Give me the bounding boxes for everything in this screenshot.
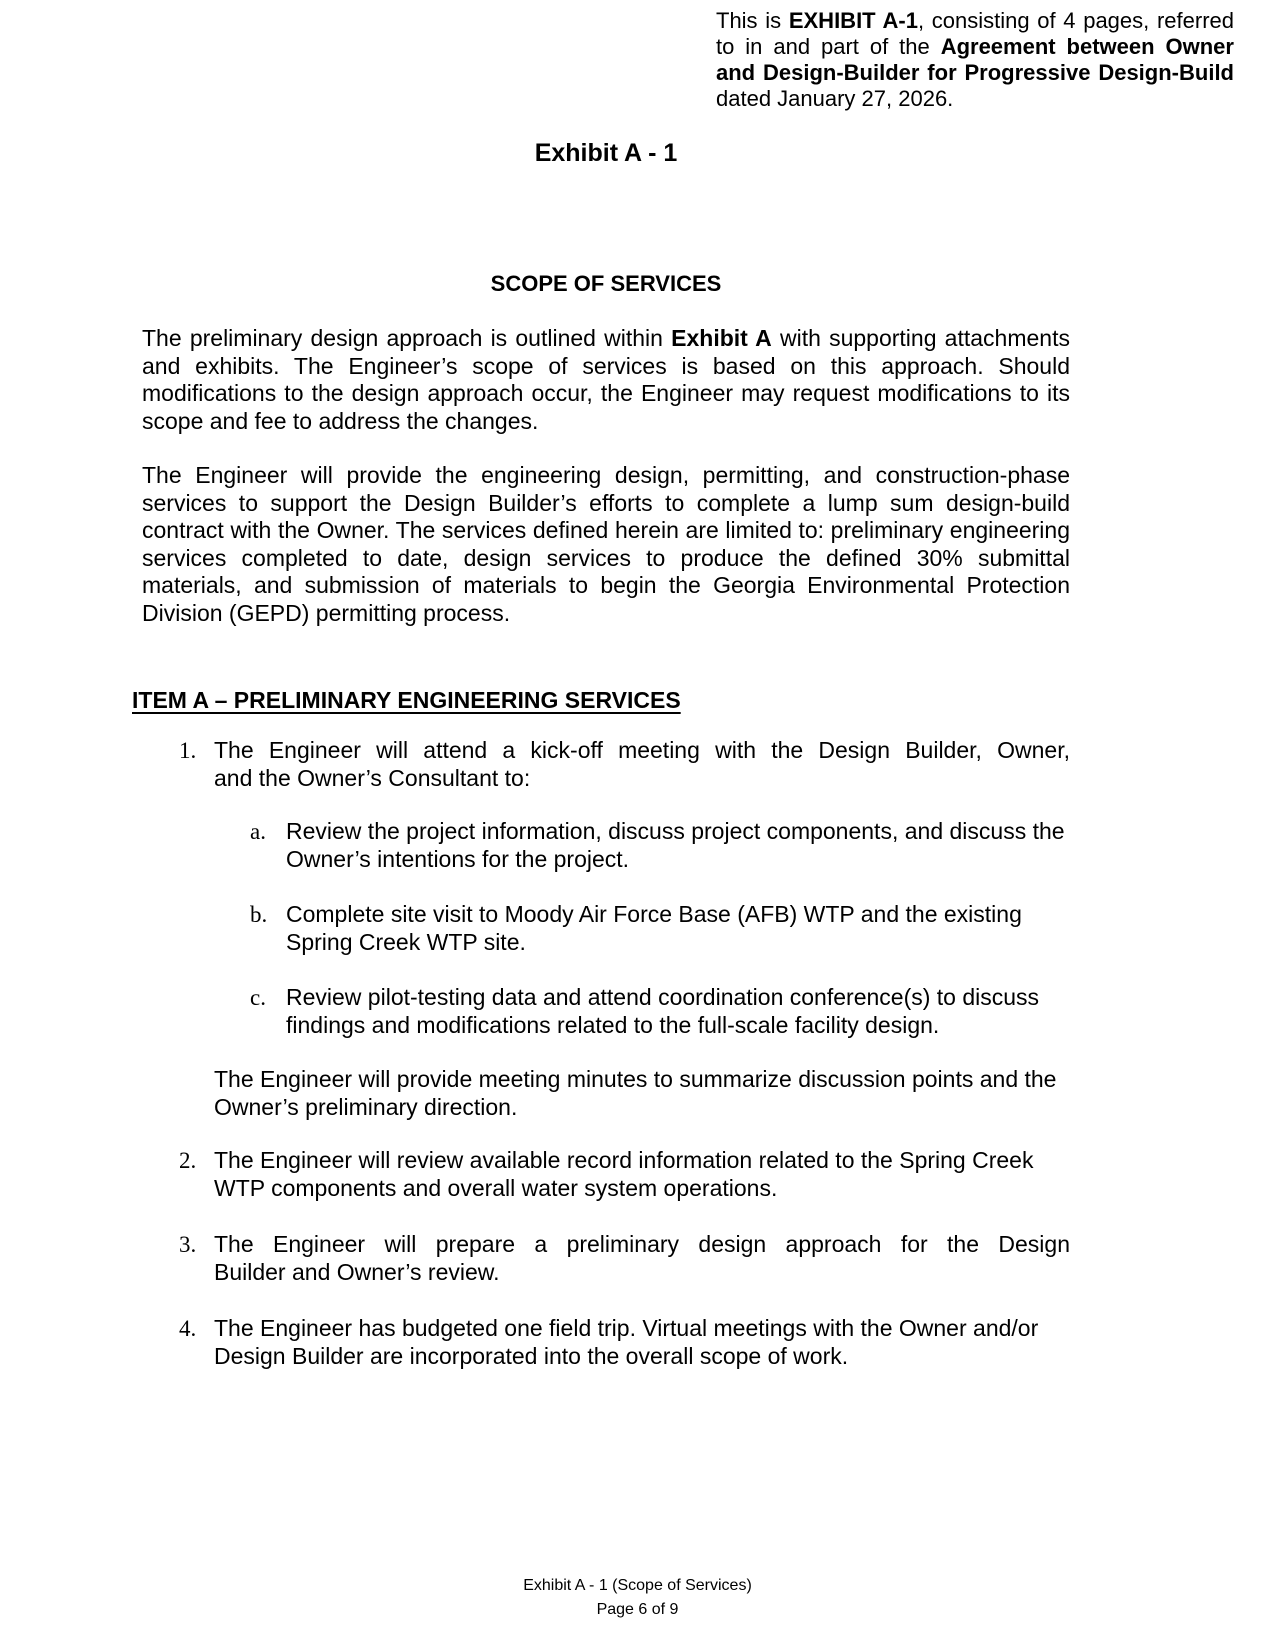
list-item-line: Builder and Owner’s review. [214,1258,500,1285]
list-item-number: 1. [179,738,197,763]
meeting-minutes-note: The Engineer will provide meeting minutes to summarize discussion points and the Owner’s preliminary direction. [214,1066,1057,1120]
list-item-1 [142,737,1070,792]
list-item-line: and the Owner’s Consultant to: [214,764,531,791]
notice-date-text: dated January 27, 2026. [716,86,954,111]
sub-item-c [142,984,1070,1039]
notice-exhibit-ref: EXHIBIT A-1 [788,8,918,33]
footer-page-number: Page 6 of 9 [596,1600,679,1618]
list-item-2 [142,1147,1070,1202]
page-footer [0,1574,1275,1621]
scope-of-services-heading: SCOPE OF SERVICES [490,271,722,296]
intro-paragraph-2: The Engineer will provide the engineering design, permitting, and construction-phase services to support the Design Builder’s efforts to complete a lump sum design-build contract with the Owner. The services defined herein are limited to: preliminary engineering services completed to date, design services to produce the defined 30% submittal materials, and submission of materials to begin the Georgia Environmental Protection Division (GEPD) permitting process. [142,462,1070,626]
notice-agreement-ref: Agreement between Owner and Design-Builder for Progressive Design-Build [716,34,1234,85]
sub-item-a [142,818,1070,873]
page-title: Exhibit A - 1 [534,139,678,167]
paragraph-text: with supporting attachments and exhibits. The Engineer’s scope of services is based on this approach. Should modifications to the design approach occur, the Engineer may request modifications to its scope and fee to address the changes. [142,325,1070,434]
list-item-number: 2. [179,1148,197,1173]
document-body [132,0,1070,1370]
sub-item-text: Review the project information, discuss project components, and discuss the Owner’s intentions for the project. [286,818,1065,872]
list-item-number: 3. [179,1232,197,1257]
notice-text: , consisting of 4 pages, referred to in and part of the [716,8,1234,59]
intro-paragraph-1 [142,325,1070,435]
sub-item-letter: b. [250,902,268,927]
list-item-line: The Engineer will prepare a preliminary design approach for the Design [214,1231,1070,1257]
list-item-text [214,1231,1070,1286]
list-item-text: The Engineer has budgeted one field trip. Virtual meetings with the Owner and/or Design Builder are incorporated into the overall scope of work. [214,1315,1039,1369]
item-a-heading: ITEM A – PRELIMINARY ENGINEERING SERVICES [132,687,681,713]
sub-item-b [142,901,1070,956]
sub-item-letter: c. [250,985,266,1010]
list-item-line: The Engineer will attend a kick-off meeting with the Design Builder, Owner, [214,737,1070,763]
list-item-text [214,737,1070,792]
paragraph-text: The preliminary design approach is outlined within [142,325,672,351]
sub-item-text: Complete site visit to Moody Air Force Base (AFB) WTP and the existing Spring Creek WTP site. [286,901,1022,955]
sub-item-text: Review pilot-testing data and attend coordination conference(s) to discuss findings and modifications related to the full-scale facility design. [286,984,1040,1038]
list-item-3 [142,1231,1070,1286]
notice-text: This is [716,8,789,33]
footer-exhibit-label: Exhibit A - 1 (Scope of Services) [523,1577,752,1594]
list-item-text: The Engineer will review available record information related to the Spring Creek WTP components and overall water system operations. [214,1147,1034,1201]
exhibit-a-ref: Exhibit A [671,325,772,351]
sub-item-letter: a. [250,819,266,844]
list-item-number: 4. [179,1316,197,1341]
list-item-4 [142,1315,1070,1370]
